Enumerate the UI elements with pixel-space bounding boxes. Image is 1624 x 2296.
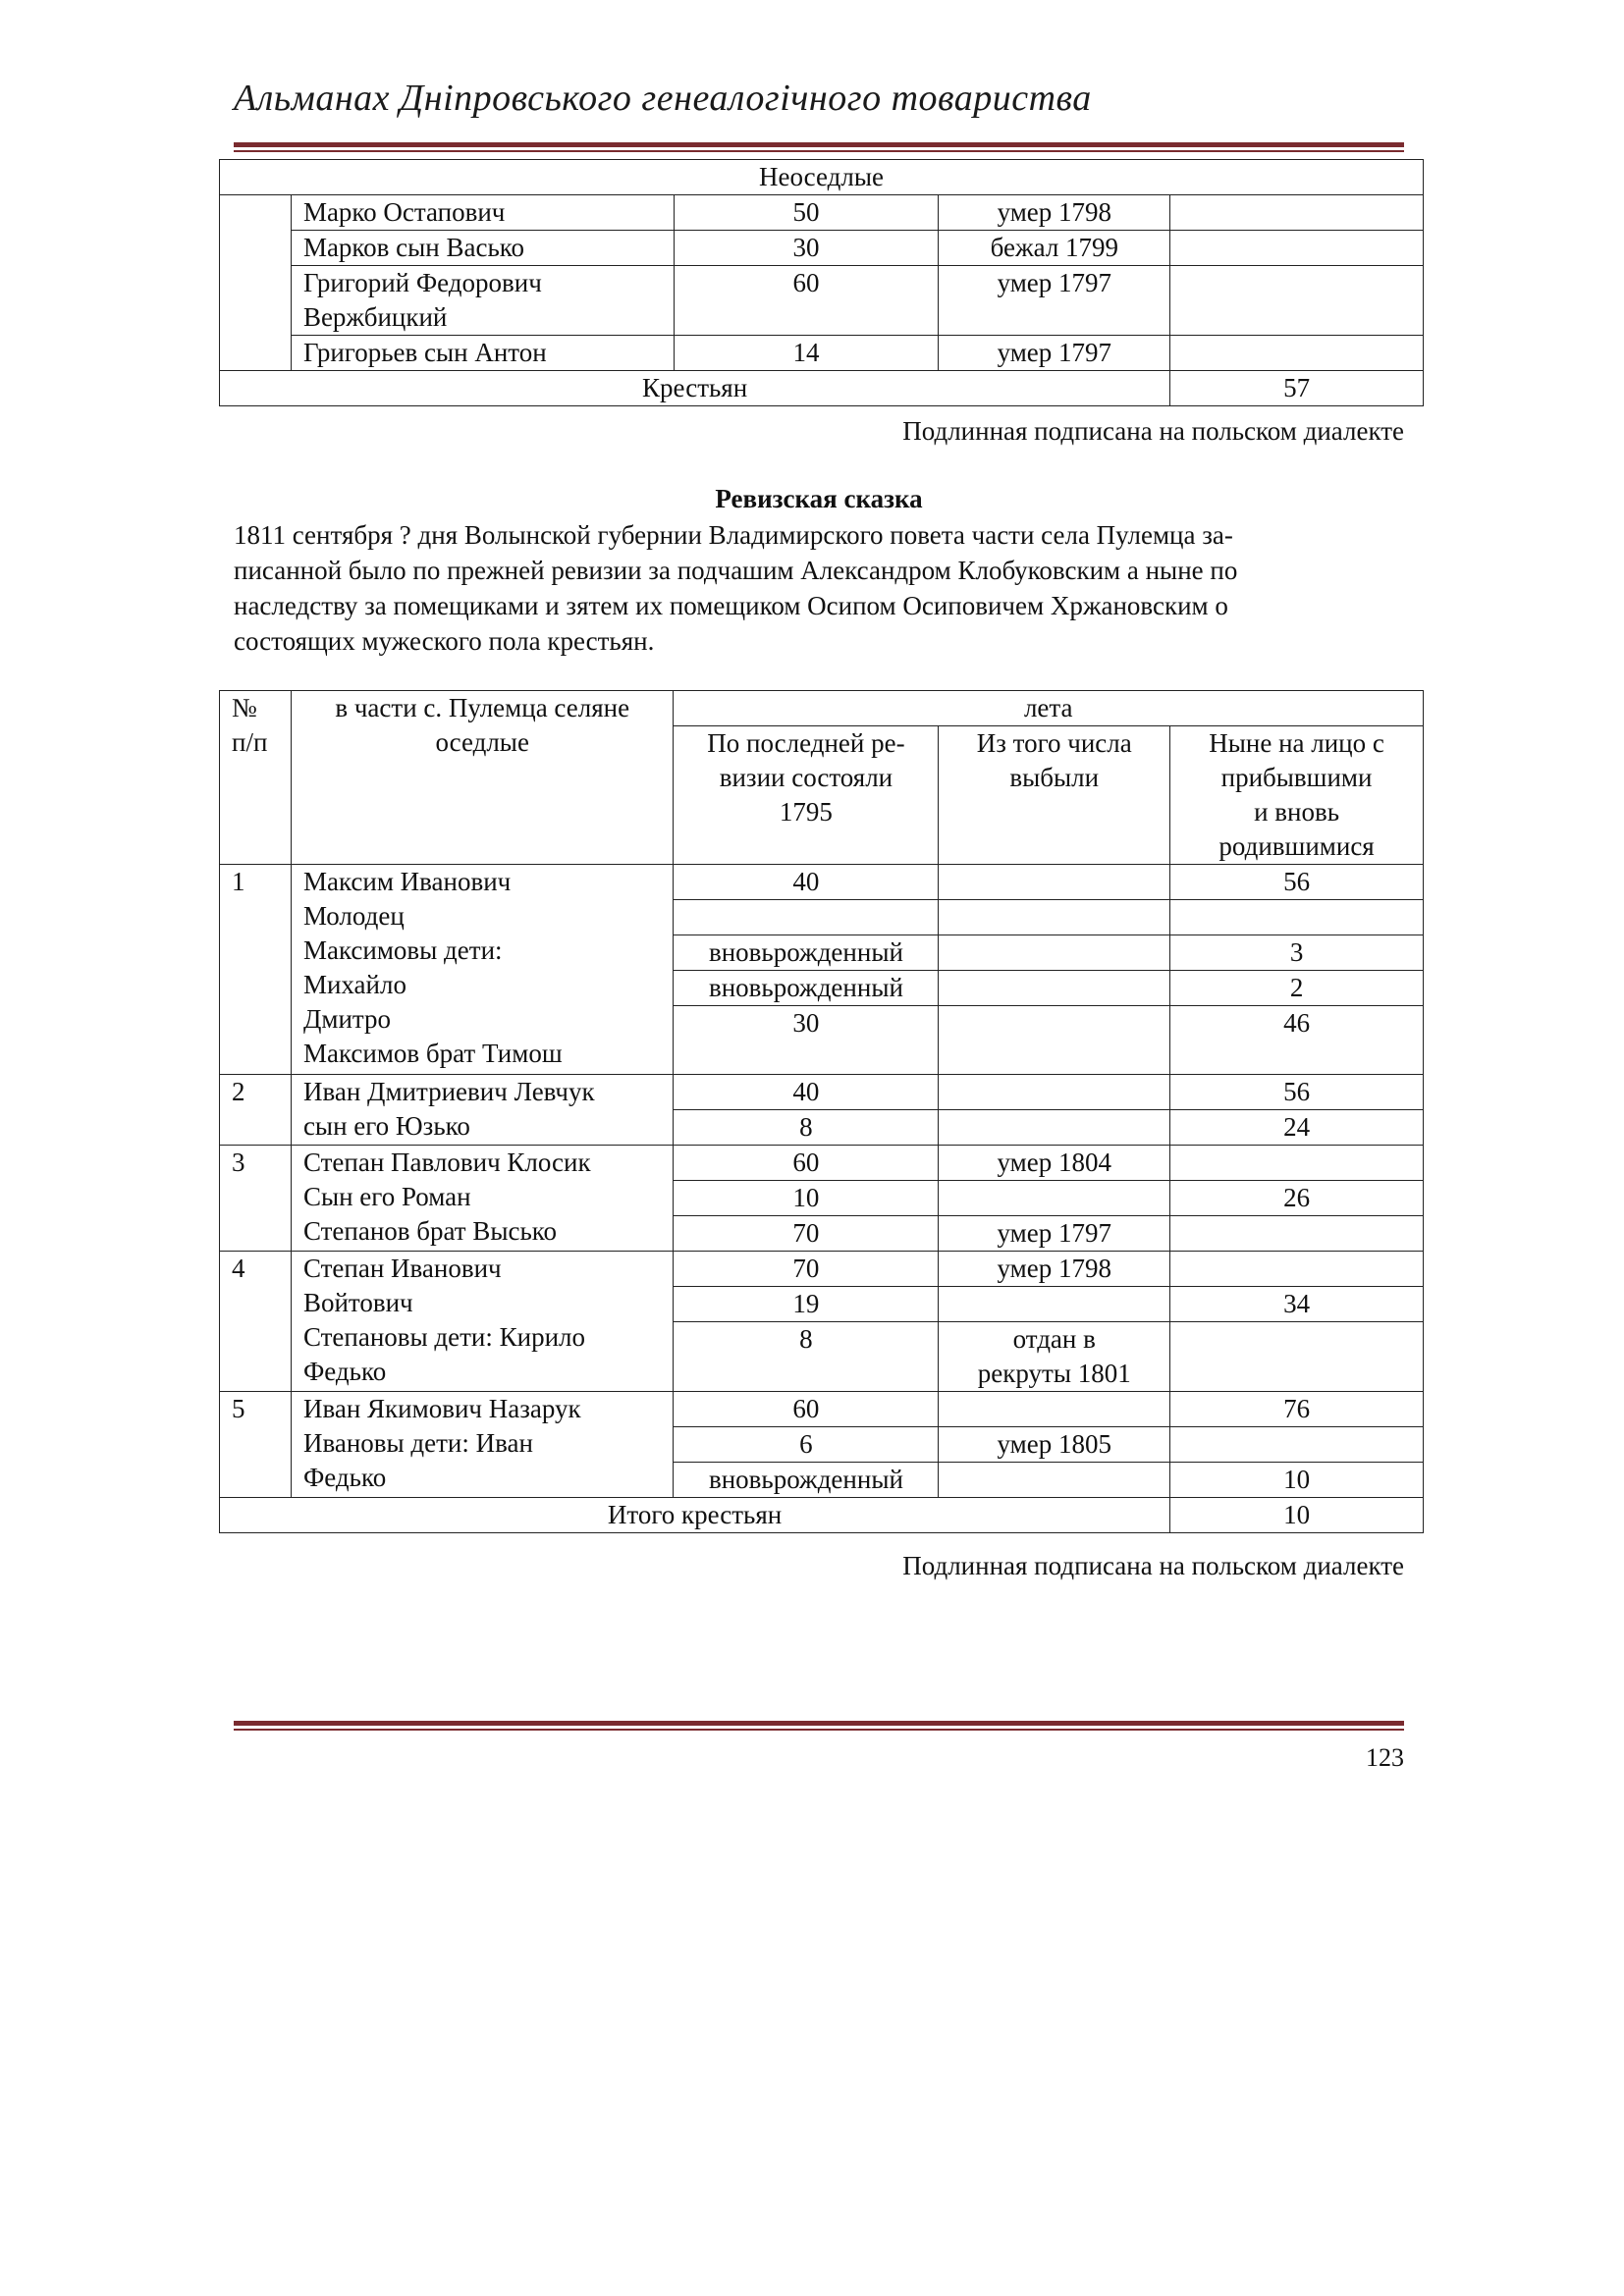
departed-cell bbox=[939, 1110, 1170, 1146]
present-cell: 34 bbox=[1170, 1287, 1424, 1322]
nonresident-table bbox=[219, 159, 1424, 406]
page-number: 123 bbox=[1366, 1743, 1404, 1772]
present-cell: 76 bbox=[1170, 1392, 1424, 1427]
revision-table bbox=[219, 690, 1424, 1533]
row-number: 2 bbox=[220, 1075, 292, 1146]
footer-rule-thin bbox=[234, 1729, 1404, 1731]
last-revision-cell: 6 bbox=[674, 1427, 939, 1463]
departed-cell: умер 1805 bbox=[939, 1427, 1170, 1463]
intro-paragraph: 1811 сентября ? дня Волынской губернии Владимирского повета части села Пулемца за- писанной было по прежней ревизии за подчашим Александром Клобуковским а ныне по наследству за помещиками и зятем их помещиком Осипом Осиповичем Хржановским о состоящих мужеского пола крестьян. bbox=[234, 520, 1238, 656]
last-revision-cell: 40 bbox=[674, 865, 939, 900]
col-header-name: в части с. Пулемца селяне оседлые bbox=[291, 691, 674, 865]
last-revision-cell: 30 bbox=[674, 1006, 939, 1075]
last-revision-cell: вновьрожденный bbox=[674, 971, 939, 1006]
col-header-present: Ныне на лицо с прибывшими и вновь родившимися bbox=[1170, 726, 1424, 865]
signature-note: Подлинная подписана на польском диалекте bbox=[902, 1551, 1404, 1580]
col-header-number: № п/п bbox=[220, 691, 292, 865]
last-revision-cell: 60 bbox=[674, 1146, 939, 1181]
household-names: Максим Иванович Молодец Максимовы дети: Михайло Дмитро Максимов брат Тимош bbox=[291, 865, 674, 1075]
present-cell bbox=[1170, 1427, 1424, 1463]
departed-cell bbox=[939, 971, 1170, 1006]
person-name: Григорьев сын Антон bbox=[291, 336, 674, 371]
person-name: Григорий Федорович Вержбицкий bbox=[291, 266, 674, 336]
table-row bbox=[220, 1075, 1424, 1110]
header-title: Альманах Дніпровського генеалогічного товариства bbox=[234, 78, 1092, 119]
person-name: Марко Остапович bbox=[291, 195, 674, 231]
table-row bbox=[220, 1392, 1424, 1427]
last-revision-cell: 70 bbox=[674, 1252, 939, 1287]
present-cell: 46 bbox=[1170, 1006, 1424, 1075]
row-number: 1 bbox=[220, 865, 292, 1075]
table-row bbox=[220, 266, 1424, 336]
present-cell bbox=[1170, 1252, 1424, 1287]
departed-cell bbox=[939, 1463, 1170, 1498]
status-cell: умер 1798 bbox=[939, 195, 1170, 231]
departed-cell bbox=[939, 900, 1170, 935]
col-header-years: лета bbox=[674, 691, 1424, 726]
last-revision-cell: вновьрожденный bbox=[674, 1463, 939, 1498]
age-cell: 60 bbox=[674, 266, 939, 336]
section-title: Ревизская сказка bbox=[715, 484, 923, 513]
age-cell: 50 bbox=[674, 195, 939, 231]
household-names: Степан Павлович Клосик Сын его Роман Степанов брат Высько bbox=[291, 1146, 674, 1252]
present-cell bbox=[1170, 900, 1424, 935]
total-label: Итого крестьян bbox=[220, 1498, 1170, 1533]
table-total-row bbox=[220, 371, 1424, 406]
signature-note: Подлинная подписана на польском диалекте bbox=[902, 416, 1404, 446]
present-cell: 56 bbox=[1170, 865, 1424, 900]
table-row bbox=[220, 195, 1424, 231]
departed-cell bbox=[939, 865, 1170, 900]
departed-cell bbox=[939, 935, 1170, 971]
group-label: Неоседлые bbox=[220, 160, 1424, 195]
table-row bbox=[220, 160, 1424, 195]
age-cell: 30 bbox=[674, 231, 939, 266]
total-value: 10 bbox=[1170, 1498, 1424, 1533]
footer-rule-thick bbox=[234, 1721, 1404, 1726]
departed-cell bbox=[939, 1006, 1170, 1075]
row-number: 4 bbox=[220, 1252, 292, 1392]
last-revision-cell: вновьрожденный bbox=[674, 935, 939, 971]
present-cell: 56 bbox=[1170, 1075, 1424, 1110]
running-header bbox=[234, 77, 1404, 120]
household-names: Иван Якимович Назарук Ивановы дети: Иван Федько bbox=[291, 1392, 674, 1498]
present-cell bbox=[1170, 1146, 1424, 1181]
present-cell: 26 bbox=[1170, 1181, 1424, 1216]
present-cell: 2 bbox=[1170, 971, 1424, 1006]
departed-cell: умер 1798 bbox=[939, 1252, 1170, 1287]
total-value: 57 bbox=[1170, 371, 1424, 406]
status-cell: бежал 1799 bbox=[939, 231, 1170, 266]
last-revision-cell: 19 bbox=[674, 1287, 939, 1322]
table-row bbox=[220, 231, 1424, 266]
present-cell bbox=[1170, 1322, 1424, 1392]
row-number: 3 bbox=[220, 1146, 292, 1252]
table-row bbox=[220, 1146, 1424, 1181]
last-revision-cell: 10 bbox=[674, 1181, 939, 1216]
row-number: 5 bbox=[220, 1392, 292, 1498]
household-names: Иван Дмитриевич Левчук сын его Юзько bbox=[291, 1075, 674, 1146]
col-header-last-revision: По последней ре- визии состояли 1795 bbox=[674, 726, 939, 865]
status-cell: умер 1797 bbox=[939, 266, 1170, 336]
last-revision-cell: 60 bbox=[674, 1392, 939, 1427]
header-row bbox=[220, 691, 1424, 726]
last-revision-cell: 8 bbox=[674, 1110, 939, 1146]
last-revision-cell: 40 bbox=[674, 1075, 939, 1110]
header-rule-thick bbox=[234, 142, 1404, 147]
total-label: Крестьян bbox=[220, 371, 1170, 406]
household-names: Степан Иванович Войтович Степановы дети: Кирило Федько bbox=[291, 1252, 674, 1392]
departed-cell bbox=[939, 1075, 1170, 1110]
last-revision-cell: 70 bbox=[674, 1216, 939, 1252]
present-cell: 3 bbox=[1170, 935, 1424, 971]
last-revision-cell bbox=[674, 900, 939, 935]
header-rule-thin bbox=[234, 150, 1404, 152]
table-total-row bbox=[220, 1498, 1424, 1533]
departed-cell bbox=[939, 1392, 1170, 1427]
table-row bbox=[220, 336, 1424, 371]
departed-cell: умер 1797 bbox=[939, 1216, 1170, 1252]
present-cell bbox=[1170, 1216, 1424, 1252]
person-name: Марков сын Васько bbox=[291, 231, 674, 266]
departed-cell bbox=[939, 1181, 1170, 1216]
last-revision-cell: 8 bbox=[674, 1322, 939, 1392]
col-header-departed: Из того числа выбыли bbox=[939, 726, 1170, 865]
table-row bbox=[220, 1252, 1424, 1287]
present-cell: 10 bbox=[1170, 1463, 1424, 1498]
departed-cell: отдан в рекруты 1801 bbox=[939, 1322, 1170, 1392]
present-cell: 24 bbox=[1170, 1110, 1424, 1146]
departed-cell bbox=[939, 1287, 1170, 1322]
status-cell: умер 1797 bbox=[939, 336, 1170, 371]
departed-cell: умер 1804 bbox=[939, 1146, 1170, 1181]
table-row bbox=[220, 865, 1424, 900]
age-cell: 14 bbox=[674, 336, 939, 371]
